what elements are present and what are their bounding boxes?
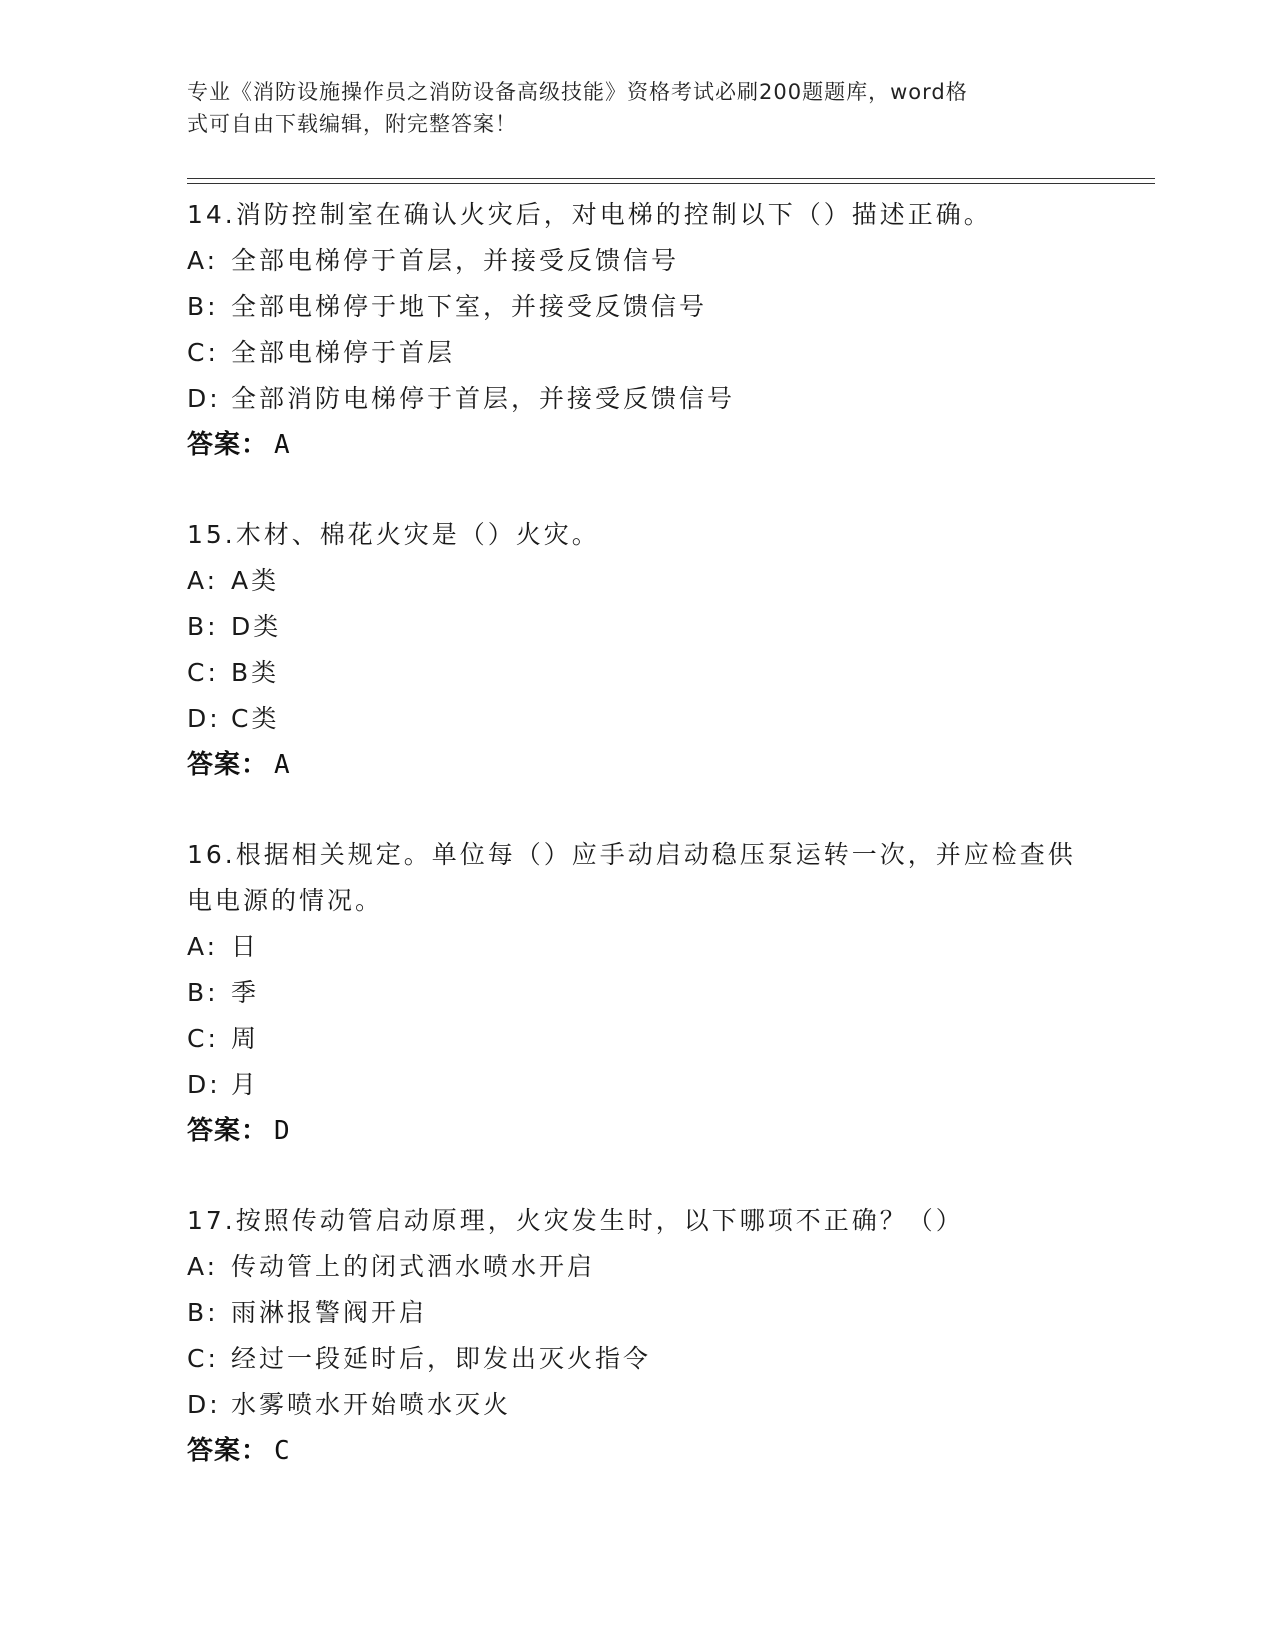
option-label: A: <box>187 1252 219 1281</box>
option-a <box>187 558 1087 604</box>
option-d <box>187 1382 1087 1428</box>
answer-line <box>187 422 1087 468</box>
question-17 <box>187 1198 1087 1474</box>
option-d <box>187 376 1087 422</box>
answer-label: 答案： <box>187 1436 269 1466</box>
option-label: C: <box>187 1344 219 1373</box>
option-label: A: <box>187 566 219 595</box>
answer-line <box>187 742 1087 788</box>
header-line-2: 式可自由下载编辑，附完整答案！ <box>187 112 517 136</box>
option-label: B: <box>187 978 219 1007</box>
answer-label: 答案： <box>187 750 269 780</box>
option-c <box>187 1016 1087 1062</box>
question-list <box>187 192 1087 1518</box>
header-divider-top <box>187 178 1155 179</box>
option-text: 经过一段延时后，即发出灭火指令 <box>231 1344 652 1373</box>
option-text: 日 <box>231 932 260 961</box>
question-stem: 15.木材、棉花火灾是（）火灾。 <box>187 520 600 549</box>
question-stem: 16.根据相关规定。单位每（）应手动启动稳压泵运转一次，并应检查供电电源的情况。 <box>187 840 1076 915</box>
answer-line <box>187 1428 1087 1474</box>
option-text: 周 <box>231 1024 260 1053</box>
question-14 <box>187 192 1087 468</box>
option-label: B: <box>187 292 219 321</box>
option-label: D: <box>187 1070 221 1099</box>
answer-label: 答案： <box>187 430 269 460</box>
header-line-1: 专业《消防设施操作员之消防设备高级技能》资格考试必刷200题题库，word格 <box>187 80 968 104</box>
option-text: 水雾喷水开始喷水灭火 <box>231 1390 512 1419</box>
option-c <box>187 1336 1087 1382</box>
option-label: D: <box>187 1390 221 1419</box>
option-label: A: <box>187 932 219 961</box>
option-text: 全部电梯停于首层 <box>231 338 456 367</box>
option-text: B类 <box>231 658 280 687</box>
question-stem: 17.按照传动管启动原理，火灾发生时，以下哪项不正确？（） <box>187 1206 964 1235</box>
option-a <box>187 1244 1087 1290</box>
answer-label: 答案： <box>187 1116 269 1146</box>
answer-value: A <box>274 430 290 460</box>
question-15 <box>187 512 1087 788</box>
option-c <box>187 650 1087 696</box>
header-divider-bottom <box>187 183 1155 184</box>
answer-line <box>187 1108 1087 1154</box>
answer-value: A <box>274 750 290 780</box>
answer-value: C <box>274 1436 290 1466</box>
document-header <box>187 76 1067 140</box>
question-16 <box>187 832 1087 1154</box>
option-b <box>187 1290 1087 1336</box>
option-text: A类 <box>231 566 280 595</box>
option-d <box>187 1062 1087 1108</box>
option-a <box>187 924 1087 970</box>
option-label: C: <box>187 338 219 367</box>
option-label: C: <box>187 658 219 687</box>
option-text: C类 <box>231 704 280 733</box>
option-text: 全部电梯停于首层，并接受反馈信号 <box>231 246 680 275</box>
option-label: A: <box>187 246 219 275</box>
option-label: D: <box>187 704 221 733</box>
option-label: C: <box>187 1024 219 1053</box>
option-text: 雨淋报警阀开启 <box>231 1298 428 1327</box>
option-b <box>187 970 1087 1016</box>
option-label: B: <box>187 1298 219 1327</box>
option-text: 传动管上的闭式洒水喷水开启 <box>231 1252 596 1281</box>
option-text: D类 <box>231 612 282 641</box>
option-label: D: <box>187 384 221 413</box>
option-b <box>187 604 1087 650</box>
option-text: 季 <box>231 978 260 1007</box>
question-stem: 14.消防控制室在确认火灾后，对电梯的控制以下（）描述正确。 <box>187 200 992 229</box>
option-text: 全部电梯停于地下室，并接受反馈信号 <box>231 292 708 321</box>
option-text: 月 <box>231 1070 260 1099</box>
option-label: B: <box>187 612 219 641</box>
option-b <box>187 284 1087 330</box>
option-d <box>187 696 1087 742</box>
option-c <box>187 330 1087 376</box>
option-a <box>187 238 1087 284</box>
option-text: 全部消防电梯停于首层，并接受反馈信号 <box>231 384 736 413</box>
answer-value: D <box>274 1116 290 1146</box>
